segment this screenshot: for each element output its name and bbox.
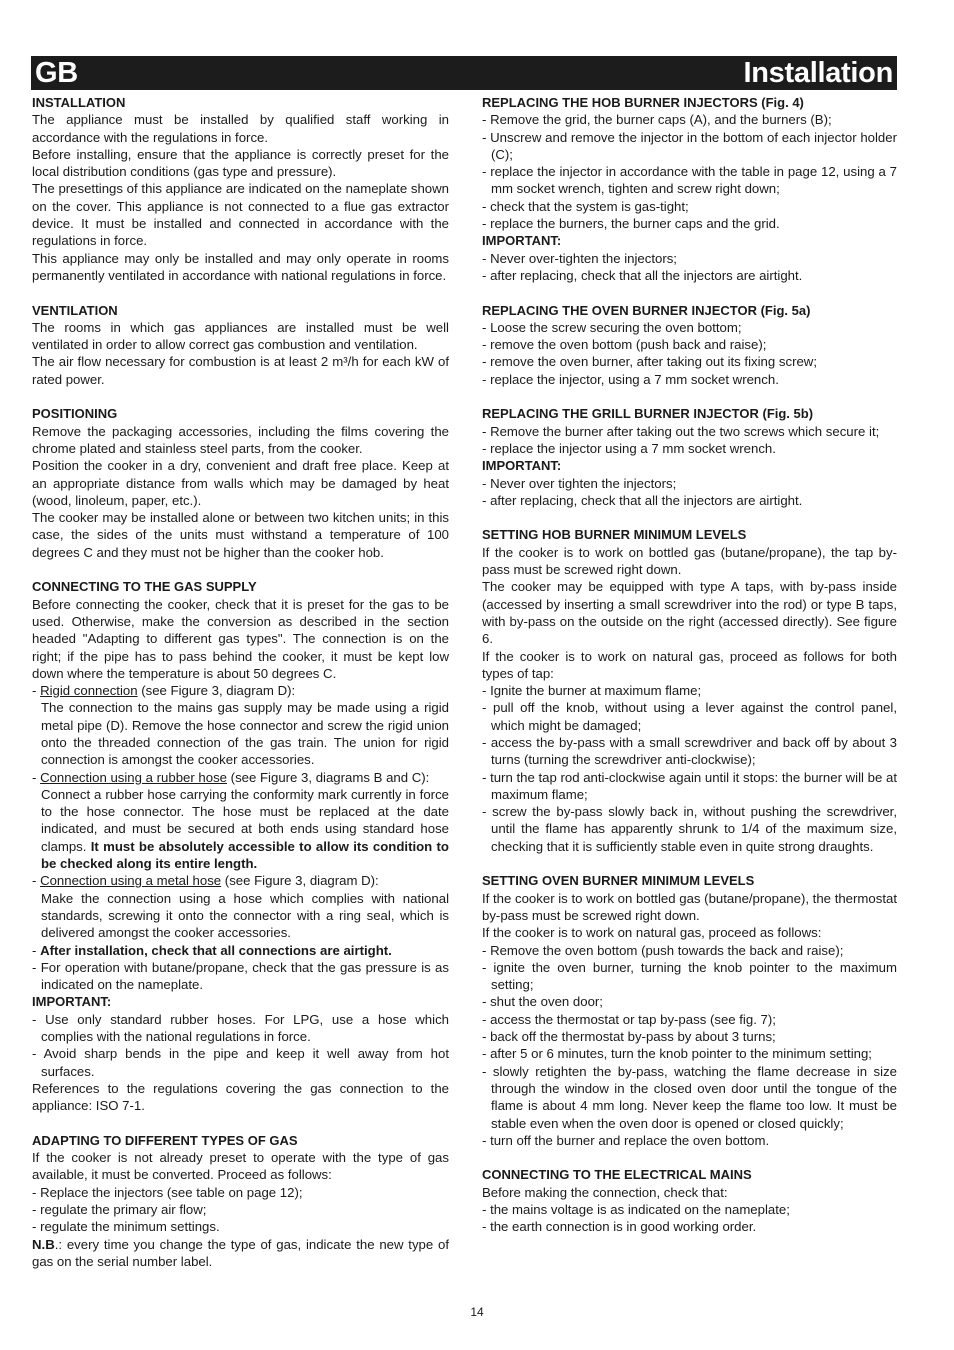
body-text: slowly retighten the by-pass, watching the flame decrease in size through the window in the closed oven door until the tongue of the flame is about 4 mm long. Never keep the flame too low. It must be stable even when the oven door is opened or closed quickly; — [491, 1063, 897, 1131]
list-item: - Ignite the burner at maximum flame; — [482, 683, 702, 699]
body-text: remove the oven burner, after taking out its fixing screw; — [490, 354, 817, 370]
list-item: - Loose the screw securing the oven bottom; — [482, 319, 742, 335]
body-text: Remove the grid, the burner caps (A), and the burners (B); — [490, 112, 832, 128]
body-text: after replacing, check that all the injectors are airtight. — [490, 267, 803, 283]
body-text: regulate the minimum settings. — [40, 1219, 220, 1235]
body-text: the earth connection is in good working order. — [490, 1219, 757, 1235]
body-text: If the cooker is to work on natural gas, proceed as follows: — [482, 925, 822, 941]
section-heading — [32, 993, 449, 1010]
paragraph — [32, 353, 449, 388]
body-text: Avoid sharp bends in the pipe and keep it well away from hot surfaces. — [41, 1046, 450, 1079]
indented-paragraph — [32, 786, 449, 872]
heading-text: VENTILATION — [32, 302, 118, 318]
body-text: This appliance may only be installed and may only operate in rooms permanently ventilated in accordance with national regulations in force. — [32, 250, 449, 283]
body-text: Loose the screw securing the oven bottom; — [490, 319, 742, 335]
list-item: - replace the injector in accordance with the table in page 12, using a 7 mm socket wrench, tighten and screw right down; — [482, 164, 897, 197]
paragraph — [482, 924, 897, 941]
paragraph — [32, 457, 449, 509]
body-text: Before installing, ensure that the appliance is correctly preset for the local distribution conditions (gas type and pressure). — [32, 146, 449, 180]
body-text: remove the oven bottom (push back and raise); — [490, 337, 767, 353]
body-text: regulate the primary air flow; — [40, 1202, 207, 1217]
list-item: - turn off the burner and replace the oven bottom. — [482, 1132, 770, 1148]
body-text: Remove the packaging accessories, including the films covering the chrome plated and stainless steel parts, from the cooker. — [32, 423, 449, 456]
list-item: - Remove the grid, the burner caps (A), and the burners (B); — [482, 112, 832, 128]
list-item: - replace the burners, the burner caps and the grid. — [482, 216, 780, 232]
list-item: - Never over-tighten the injectors; — [482, 250, 677, 266]
list-item: - For operation with butane/propane, check that the gas pressure is as indicated on the nameplate. — [32, 959, 449, 993]
paragraph — [32, 596, 449, 682]
list-item: - After installation, check that all connections are airtight. — [32, 942, 392, 958]
underlined-text: Rigid connection — [40, 683, 138, 699]
heading-text: REPLACING THE HOB BURNER INJECTORS (Fig. 4) — [482, 95, 804, 110]
body-text: (see Figure 3, diagram D): — [221, 873, 379, 889]
body-text: .: every time you change the type of gas, indicate the new type of gas on the serial number label. — [32, 1236, 449, 1269]
paragraph — [32, 319, 449, 354]
section-heading — [32, 302, 449, 319]
paragraph — [32, 250, 449, 285]
body-text: Before connecting the cooker, check that it is preset for the gas to be used. Otherwise, make the conversion as described in the section headed "Adapting to different gas types". The connection is on the right; if the pipe has to pass behind the cooker, it must be kept low down where the temperature is about 50 degrees C. — [32, 596, 449, 681]
body-text: ignite the oven burner, turning the knob pointer to the maximum setting; — [491, 959, 898, 993]
header-bar — [31, 56, 897, 90]
list-item: - Never over tighten the injectors; — [482, 475, 677, 491]
list-item: - remove the oven bottom (push back and raise); — [482, 337, 767, 353]
body-text: check that the system is gas-tight; — [490, 198, 689, 214]
list-item: - access the by-pass with a small screwdriver and back off by about 3 turns (turning the screwdriver anti-clockwise); — [482, 734, 897, 768]
body-text: (see Figure 3, diagram D): — [137, 683, 296, 699]
body-text: Unscrew and remove the injector in the bottom of each injector holder (C); — [490, 129, 897, 162]
list-item: - regulate the minimum settings. — [32, 1219, 220, 1235]
list-item: - screw the by-pass slowly back in, without pushing the screwdriver, until the flame has apparently shrunk to 1/4 of the maximum size, checking that it is sufficiently stable even in quite strong draughts. — [482, 804, 897, 854]
list-item: - pull off the knob, without using a lever against the control panel, which might be damaged; — [482, 700, 897, 733]
body-text: If the cooker is to work on bottled gas (butane/propane), the thermostat by-pass must be screwed right down. — [482, 890, 897, 923]
body-text: The cooker may be installed alone or between two kitchen units; in this case, the sides of the units must withstand a temperature of 100 degrees C and they must not be higher than the cooker hob. — [32, 510, 449, 560]
list-item: - replace the injector, using a 7 mm socket wrench. — [482, 371, 779, 387]
body-text: The appliance must be installed by qualified staff working in accordance with the regulations in force. — [32, 112, 449, 145]
body-text: after replacing, check that all the injectors are airtight. — [490, 492, 803, 508]
paragraph — [482, 1184, 897, 1201]
body-text: References to the regulations covering the gas connection to the appliance: ISO 7-1. — [32, 1080, 449, 1114]
body-text: shut the oven door; — [490, 994, 603, 1010]
paragraph — [32, 180, 449, 249]
body-text: If the cooker is to work on natural gas, proceed as follows for both types of tap: — [482, 648, 897, 681]
list-item: - shut the oven door; — [482, 994, 603, 1010]
section-heading — [482, 872, 897, 889]
list-item: - after replacing, check that all the injectors are airtight. — [482, 492, 803, 508]
heading-text: IMPORTANT: — [482, 458, 562, 474]
body-text: For operation with butane/propane, check that the gas pressure is as indicated on the nameplate. — [40, 959, 449, 993]
body-text: (see Figure 3, diagrams B and C): — [227, 769, 430, 785]
paragraph — [482, 578, 897, 647]
body-text: Make the connection using a hose which complies with national standards, screwing it onto the connector with a ring seal, which is delivered amongst the cooker accessories. — [41, 890, 449, 941]
bold-text: After installation, check that all connections are airtight. — [40, 942, 392, 958]
body-text: Remove the oven bottom (push towards the back and raise); — [490, 942, 844, 958]
list-item: - check that the system is gas-tight; — [482, 198, 689, 214]
section-heading — [32, 578, 449, 595]
section-heading — [482, 232, 897, 249]
list-item: - turn the tap rod anti-clockwise again until it stops: the burner will be at maximum flame; — [482, 769, 897, 802]
body-text: replace the injector, using a 7 mm socket wrench. — [490, 371, 779, 387]
list-item: - remove the oven burner, after taking out its fixing screw; — [482, 354, 817, 370]
body-text: screw the by-pass slowly back in, without pushing the screwdriver, until the flame has apparently shrunk to 1/4 of the maximum size, checking that it is sufficiently stable even in quite strong draughts. — [491, 804, 897, 854]
list-item: - back off the thermostat by-pass by about 3 turns; — [482, 1029, 776, 1045]
language-code: GB — [35, 57, 78, 89]
body-text: The rooms in which gas appliances are installed must be well ventilated in order to allow correct gas combustion and ventilation. — [32, 319, 449, 353]
section-heading — [482, 526, 897, 543]
list-item: - access the thermostat or tap by-pass (see fig. 7); — [482, 1011, 776, 1027]
bold-text: It must be absolutely accessible to allow its condition to be checked along its entire length. — [41, 838, 449, 872]
paragraph — [482, 890, 897, 925]
heading-text: IMPORTANT: — [32, 994, 112, 1010]
body-text: Ignite the burner at maximum flame; — [490, 683, 702, 699]
heading-text: ADAPTING TO DIFFERENT TYPES OF GAS — [32, 1132, 298, 1148]
body-text: replace the burners, the burner caps and the grid. — [490, 216, 780, 232]
paragraph — [32, 1236, 449, 1271]
body-text: The presettings of this appliance are indicated on the nameplate shown on the cover. This appliance is not connected to a flue gas extractor device. It must be installed and connected in accordance with the regulations in force. — [32, 181, 449, 249]
list-item: - Rigid connection (see Figure 3, diagram D): — [32, 683, 296, 699]
section-heading — [32, 94, 449, 111]
body-text: Never over tighten the injectors; — [490, 475, 677, 491]
paragraph — [32, 1149, 449, 1184]
bold-text: N.B — [32, 1236, 55, 1252]
section-heading — [482, 405, 897, 422]
left-column — [32, 94, 449, 1270]
paragraph — [32, 146, 449, 181]
heading-text: SETTING OVEN BURNER MINIMUM LEVELS — [482, 873, 755, 889]
list-item: - slowly retighten the by-pass, watching the flame decrease in size through the window in the closed oven door until the tongue of the flame is about 4 mm long. Never keep the flame too low. It must be stable even when the oven door is opened or closed quickly; — [482, 1063, 897, 1131]
section-heading — [482, 1166, 897, 1183]
list-item: - Use only standard rubber hoses. For LPG, use a hose which complies with the national regulations in force. — [32, 1011, 449, 1045]
section-title: Installation — [743, 57, 893, 89]
body-text: The connection to the mains gas supply may be made using a rigid metal pipe (D). Remove the hose connector and screw the rigid union onto the threaded connection of the gas train. The union for rigid connection is amongst the cooker accessories. — [41, 700, 449, 768]
paragraph — [482, 544, 897, 579]
body-text: Connect a rubber hose carrying the conformity mark currently in force to the hose connector. The hose must be replaced at the date indicated, and must be secured at both ends using standard hose clamps. — [41, 786, 449, 854]
heading-text: CONNECTING TO THE ELECTRICAL MAINS — [482, 1167, 752, 1183]
underlined-text: Connection using a metal hose — [40, 873, 222, 889]
list-item: - Connection using a rubber hose (see Figure 3, diagrams B and C): — [32, 769, 430, 785]
list-item: - the mains voltage is as indicated on the nameplate; — [482, 1202, 790, 1217]
body-text: Replace the injectors (see table on page 12); — [40, 1184, 303, 1200]
body-text: back off the thermostat by-pass by about 3 turns; — [490, 1029, 776, 1045]
heading-text: REPLACING THE GRILL BURNER INJECTOR (Fig. 5b) — [482, 406, 814, 422]
list-item: - Unscrew and remove the injector in the bottom of each injector holder (C); — [482, 129, 897, 162]
body-text: replace the injector using a 7 mm socket wrench. — [490, 440, 776, 456]
body-text: replace the injector in accordance with the table in page 12, using a 7 mm socket wrench, tighten and screw right down; — [490, 164, 897, 197]
section-heading — [32, 405, 449, 422]
list-item: - after 5 or 6 minutes, turn the knob pointer to the minimum setting; — [482, 1046, 872, 1062]
paragraph — [32, 423, 449, 458]
paragraph — [482, 648, 897, 683]
body-text: Use only standard rubber hoses. For LPG, use a hose which complies with the national regulations in force. — [41, 1011, 449, 1045]
list-item: - Replace the injectors (see table on page 12); — [32, 1184, 303, 1200]
list-item: - the earth connection is in good working order. — [482, 1219, 757, 1235]
body-text: the mains voltage is as indicated on the nameplate; — [490, 1202, 790, 1217]
body-text: The cooker may be equipped with type A taps, with by-pass inside (accessed by inserting a small screwdriver into the rod) or type B taps, with by-pass on the outside on the right (accessed directly). See figure 6. — [482, 579, 897, 647]
body-text: pull off the knob, without using a lever against the control panel, which might be damaged; — [491, 700, 897, 733]
indented-paragraph — [32, 699, 449, 768]
body-text: If the cooker is to work on bottled gas (butane/propane), the tap by-pass must be screwed right down. — [482, 544, 897, 578]
list-item: - Remove the burner after taking out the two screws which secure it; — [482, 423, 880, 439]
body-text: after 5 or 6 minutes, turn the knob pointer to the minimum setting; — [490, 1046, 872, 1062]
paragraph — [32, 1080, 449, 1115]
list-item: - replace the injector using a 7 mm socket wrench. — [482, 440, 776, 456]
body-text: If the cooker is not already preset to operate with the type of gas available, it must be converted. Proceed as follows: — [32, 1150, 449, 1183]
indented-paragraph — [32, 890, 449, 942]
heading-text: REPLACING THE OVEN BURNER INJECTOR (Fig. 5a) — [482, 302, 811, 318]
heading-text: SETTING HOB BURNER MINIMUM LEVELS — [482, 527, 747, 543]
right-column — [482, 94, 897, 1236]
underlined-text: Connection using a rubber hose — [40, 769, 228, 785]
body-text: Never over-tighten the injectors; — [490, 250, 677, 266]
body-text: Remove the burner after taking out the two screws which secure it; — [490, 423, 880, 439]
body-text: The air flow necessary for combustion is at least 2 m³/h for each kW of rated power. — [32, 354, 449, 387]
heading-text: INSTALLATION — [32, 95, 126, 110]
list-item: - Connection using a metal hose (see Figure 3, diagram D): — [32, 873, 379, 889]
list-item: - after replacing, check that all the injectors are airtight. — [482, 267, 803, 283]
body-text: access the by-pass with a small screwdriver and back off by about 3 turns (turning the screwdriver anti-clockwise); — [490, 734, 897, 768]
heading-text: CONNECTING TO THE GAS SUPPLY — [32, 579, 257, 595]
section-heading — [482, 457, 897, 474]
list-item: - ignite the oven burner, turning the knob pointer to the maximum setting; — [482, 959, 898, 993]
body-text: turn off the burner and replace the oven bottom. — [490, 1132, 770, 1148]
section-heading — [482, 302, 897, 319]
section-heading — [482, 94, 897, 111]
list-item: - regulate the primary air flow; — [32, 1202, 207, 1217]
page-number: 14 — [470, 1305, 484, 1319]
section-heading — [32, 1132, 449, 1149]
body-text: turn the tap rod anti-clockwise again until it stops: the burner will be at maximum flame; — [490, 769, 897, 802]
heading-text: IMPORTANT: — [482, 233, 562, 249]
paragraph — [32, 111, 449, 146]
paragraph — [32, 509, 449, 561]
list-item: - Remove the oven bottom (push towards the back and raise); — [482, 942, 844, 958]
body-text: access the thermostat or tap by-pass (see fig. 7); — [490, 1011, 776, 1027]
heading-text: POSITIONING — [32, 406, 118, 422]
body-text: Before making the connection, check that: — [482, 1184, 728, 1200]
body-text: Position the cooker in a dry, convenient and draft free place. Keep at an appropriate distance from walls which may be damaged by heat (wood, linoleum, paper, etc.). — [32, 458, 449, 508]
list-item: - Avoid sharp bends in the pipe and keep it well away from hot surfaces. — [32, 1046, 450, 1079]
